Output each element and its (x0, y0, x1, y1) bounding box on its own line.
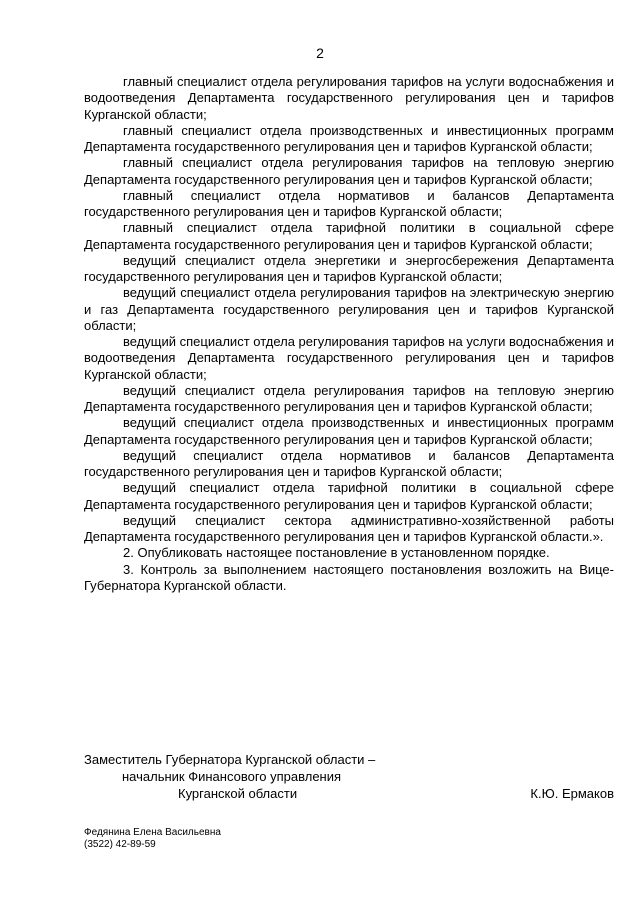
paragraph-7: ведущий специалист отдела регулирования тарифов на электрическую энергию и газ Департамента государственного регулирования цен и тарифов Курганской области; (84, 285, 614, 333)
page-number: 2 (316, 45, 324, 61)
paragraph-9: ведущий специалист отдела регулирования тарифов на тепловую энергию Департамента государственного регулирования цен и тарифов Курганской области; (84, 382, 614, 414)
signature-position-line1: Заместитель Губернатора Курганской области – (84, 752, 376, 767)
signature-position-line3: Курганской области (178, 786, 298, 801)
signature-block (84, 751, 614, 802)
paragraph-1: главный специалист отдела регулирования тарифов на услуги водоснабжения и водоотведения Департамента государственного регулирования цен и тарифов Курганской области; (84, 74, 614, 122)
footer-executor (84, 827, 221, 851)
signature-position-line2: начальник Финансового управления (122, 769, 342, 784)
document-body (84, 74, 614, 594)
paragraph-11: ведущий специалист отдела нормативов и балансов Департамента государственного регулирования цен и тарифов Курганской области; (84, 447, 614, 479)
paragraph-6: ведущий специалист отдела энергетики и энергосбережения Департамента государственного регулирования цен и тарифов Курганской области; (84, 252, 614, 284)
paragraph-2: главный специалист отдела производственных и инвестиционных программ Департамента государственного регулирования цен и тарифов Курганской области; (84, 122, 614, 154)
paragraph-12: ведущий специалист отдела тарифной политики в социальной сфере Департамента государственного регулирования цен и тарифов Курганской области; (84, 480, 614, 512)
executor-name: Федянина Елена Васильевна (84, 827, 221, 838)
signatory-name: К.Ю. Ермаков (530, 786, 614, 801)
paragraph-10: ведущий специалист отдела производственных и инвестиционных программ Департамента государственного регулирования цен и тарифов Курганской области; (84, 415, 614, 447)
paragraph-8: ведущий специалист отдела регулирования тарифов на услуги водоснабжения и водоотведения Департамента государственного регулирования цен и тарифов Курганской области; (84, 334, 614, 382)
paragraph-13: ведущий специалист сектора административно-хозяйственной работы Департамента государственного регулирования цен и тарифов Курганской области.». (84, 512, 614, 544)
paragraph-5: главный специалист отдела тарифной политики в социальной сфере Департамента государственного регулирования цен и тарифов Курганской области; (84, 220, 614, 252)
executor-phone: (3522) 42-89-59 (84, 839, 156, 850)
paragraph-3: главный специалист отдела регулирования тарифов на тепловую энергию Департамента государственного регулирования цен и тарифов Курганской области; (84, 155, 614, 187)
paragraph-publish: 2. Опубликовать настоящее постановление в установленном порядке. (123, 545, 550, 561)
paragraph-control: 3. Контроль за выполнением настоящего постановления возложить на Вице-Губернатора Курганской области. (84, 561, 614, 593)
paragraph-4: главный специалист отдела нормативов и балансов Департамента государственного регулирования цен и тарифов Курганской области; (84, 187, 614, 219)
